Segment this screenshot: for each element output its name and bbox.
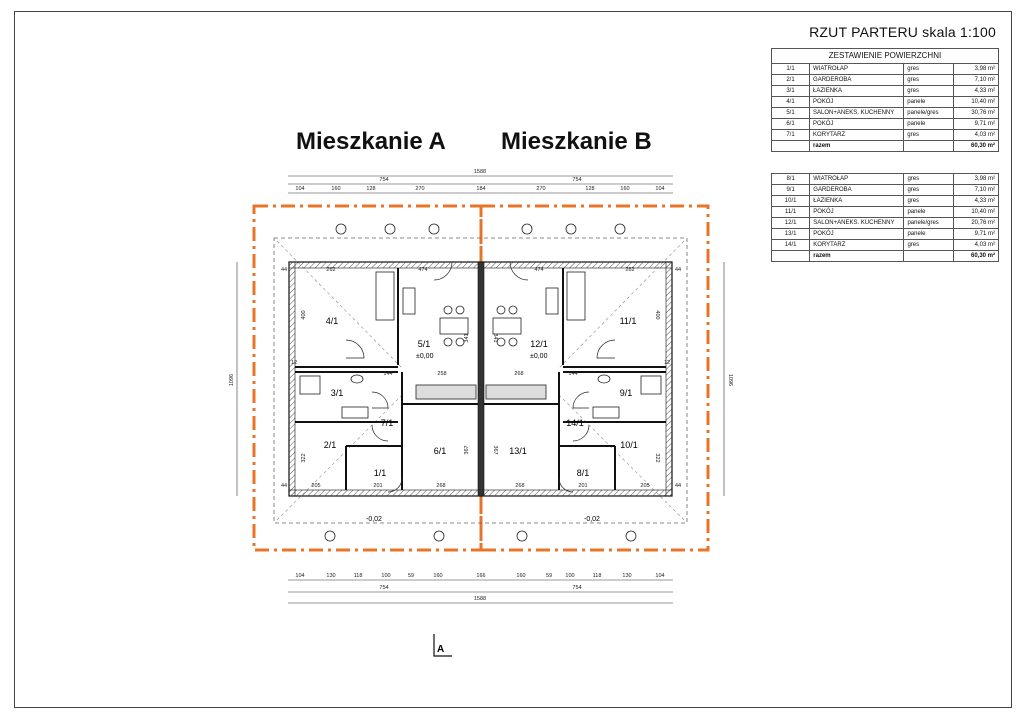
- area-cell-mat: panele: [904, 97, 954, 108]
- area-cell-no: 3/1: [772, 86, 810, 97]
- area-cell-name: WIATROŁAP: [810, 64, 904, 75]
- room-label: 5/1: [417, 339, 431, 349]
- area-cell-name: SALON+ANEKS. KUCHENNY: [810, 218, 904, 229]
- area-cell-mat: panele/gres: [904, 108, 954, 119]
- area-cell-no: 10/1: [772, 196, 810, 207]
- plan-title: RZUT PARTERU skala 1:100: [809, 24, 996, 40]
- dimension-text: 201: [578, 483, 588, 489]
- area-cell-name: POKÓJ: [810, 207, 904, 218]
- dimension-text: 118: [592, 573, 602, 579]
- area-cell-area: 9,71 m²: [953, 119, 998, 130]
- area-cell-area: 9,71 m²: [953, 229, 998, 240]
- area-cell-no: 7/1: [772, 130, 810, 141]
- dimension-text: 322: [301, 453, 307, 463]
- area-cell-area: 4,33 m²: [953, 196, 998, 207]
- dimension-text: 367: [492, 445, 498, 455]
- area-cell-area: 3,98 m²: [953, 64, 998, 75]
- level-mark: -0,02: [584, 516, 600, 523]
- section-mark-label: A: [437, 644, 445, 655]
- room-label: 10/1: [620, 440, 638, 450]
- room-label: 12/1: [530, 339, 548, 349]
- dimension-text: 268: [514, 371, 524, 377]
- room-label: 1/1: [373, 468, 387, 478]
- room-label: 8/1: [576, 468, 590, 478]
- area-cell-name: POKÓJ: [810, 229, 904, 240]
- area-cell-area: 4,03 m²: [953, 240, 998, 251]
- area-cell-no: 11/1: [772, 207, 810, 218]
- dimension-text: 166: [476, 573, 486, 579]
- dimension-text: 144: [568, 371, 578, 377]
- area-cell-name: GARDEROBA: [810, 185, 904, 196]
- dimension-text: 1588: [473, 596, 487, 602]
- dimension-text: 44: [280, 267, 288, 273]
- dimension-text: 130: [326, 573, 336, 579]
- room-label: 9/1: [619, 388, 633, 398]
- dimension-text: 118: [353, 573, 363, 579]
- area-cell-mat: gres: [904, 196, 953, 207]
- party-wall: [478, 262, 484, 496]
- room-label: 14/1: [566, 418, 584, 428]
- area-cell-no: 1/1: [772, 64, 810, 75]
- area-cell-name: ŁAZIENKA: [810, 196, 904, 207]
- dimension-text: 754: [572, 585, 582, 591]
- area-cell-no: 2/1: [772, 75, 810, 86]
- dimension-text: 1096: [229, 373, 235, 387]
- dimension-text: 160: [620, 186, 630, 192]
- dimension-text: 205: [640, 483, 650, 489]
- area-cell-name: WIATROŁAP: [810, 174, 904, 185]
- area-cell-mat: panele: [904, 119, 954, 130]
- area-cell-name: ŁAZIENKA: [810, 86, 904, 97]
- dimension-text: 100: [565, 573, 575, 579]
- dimension-text: 44: [674, 483, 682, 489]
- area-cell-area: 7,10 m²: [953, 75, 998, 86]
- area-cell-no: 5/1: [772, 108, 810, 119]
- dimension-text: 104: [655, 186, 665, 192]
- area-cell-no: 9/1: [772, 185, 810, 196]
- dimension-text: 12: [290, 360, 298, 366]
- dimension-text: 201: [373, 483, 383, 489]
- dimension-text: 59: [545, 573, 553, 579]
- dimension-text: 322: [654, 453, 660, 463]
- dimension-text: 1588: [473, 169, 487, 175]
- area-cell-mat: panele/gres: [904, 218, 953, 229]
- dimension-text: 160: [516, 573, 526, 579]
- area-cell-name: KORYTARZ: [810, 130, 904, 141]
- dimension-text: 128: [585, 186, 595, 192]
- dimension-text: 754: [379, 177, 389, 183]
- dimension-text: 367: [464, 445, 470, 455]
- area-cell-mat: panele: [904, 229, 953, 240]
- area-summary-title: ZESTAWIENIE POWIERZCHNI: [772, 49, 999, 64]
- dimension-text: 270: [415, 186, 425, 192]
- room-label: 11/1: [619, 316, 637, 326]
- dimension-text: 270: [536, 186, 546, 192]
- area-cell-mat: gres: [904, 174, 953, 185]
- area-cell-mat: gres: [904, 185, 953, 196]
- area-cell-mat: gres: [904, 75, 954, 86]
- area-cell-name: GARDEROBA: [810, 75, 904, 86]
- dimension-text: 474: [534, 267, 544, 273]
- area-cell-mat: panele: [904, 207, 953, 218]
- dimension-text: 400: [301, 310, 307, 320]
- dimension-text: 258: [437, 371, 447, 377]
- area-cell-area: 30,76 m²: [953, 108, 998, 119]
- area-cell-area: 4,03 m²: [953, 130, 998, 141]
- apartment-a-label: Mieszkanie A: [296, 128, 446, 155]
- level-mark: -0,02: [366, 516, 382, 523]
- dimension-text: 268: [515, 483, 525, 489]
- area-cell-area: 4,33 m²: [953, 86, 998, 97]
- area-cell-no: 4/1: [772, 97, 810, 108]
- dimension-text: 128: [366, 186, 376, 192]
- dimension-text: 205: [311, 483, 321, 489]
- dimension-text: 341: [464, 333, 470, 343]
- apartment-b-label: Mieszkanie B: [501, 128, 652, 155]
- area-cell-mat: gres: [904, 64, 954, 75]
- room-label: 4/1: [325, 316, 339, 326]
- area-cell-mat: gres: [904, 130, 954, 141]
- room-label: 6/1: [433, 446, 447, 456]
- area-cell-area: 10,40 m²: [953, 97, 998, 108]
- room-label: 13/1: [509, 446, 527, 456]
- dimension-text: 474: [418, 267, 428, 273]
- dimension-text: 44: [280, 483, 288, 489]
- area-cell-name: POKÓJ: [810, 119, 904, 130]
- dimension-text: 130: [622, 573, 632, 579]
- area-cell-area: 7,10 m²: [953, 185, 998, 196]
- dimension-text: 59: [407, 573, 415, 579]
- area-cell-name: SALON+ANEKS. KUCHENNY: [810, 108, 904, 119]
- area-cell-mat: gres: [904, 86, 954, 97]
- area-cell-name: POKÓJ: [810, 97, 904, 108]
- dimension-text: 160: [331, 186, 341, 192]
- dimension-text: 341: [492, 333, 498, 343]
- dimension-text: 12: [663, 360, 671, 366]
- area-cell-area: 20,76 m²: [953, 218, 998, 229]
- area-total-label: razem: [810, 141, 904, 152]
- dimension-text: 104: [295, 573, 305, 579]
- dimension-text: 754: [572, 177, 582, 183]
- area-total-label: razem: [810, 251, 904, 262]
- room-label: 2/1: [323, 440, 337, 450]
- room-label: 3/1: [330, 388, 344, 398]
- dimension-text: 754: [379, 585, 389, 591]
- area-total-value: 60,30 m²: [953, 251, 998, 262]
- area-cell-no: 12/1: [772, 218, 810, 229]
- dimension-text: 104: [295, 186, 305, 192]
- dimension-text: 160: [433, 573, 443, 579]
- dimension-text: 104: [655, 573, 665, 579]
- room-label: 7/1: [380, 418, 394, 428]
- area-cell-no: 13/1: [772, 229, 810, 240]
- area-cell-no: 6/1: [772, 119, 810, 130]
- dimension-text: 1096: [727, 373, 733, 387]
- dimension-text: 144: [383, 371, 393, 377]
- dimension-text: 184: [476, 186, 486, 192]
- dimension-text: 262: [326, 267, 336, 273]
- dimension-text: 400: [654, 310, 660, 320]
- apartment-b-boundary: [481, 206, 708, 550]
- dimension-text: 44: [674, 267, 682, 273]
- area-cell-mat: gres: [904, 240, 953, 251]
- level-mark: ±0,00: [416, 353, 434, 360]
- level-mark: ±0,00: [530, 353, 548, 360]
- apartment-a-boundary: [254, 206, 481, 550]
- area-cell-name: KORYTARZ: [810, 240, 904, 251]
- area-total-value: 60,30 m²: [953, 141, 998, 152]
- area-cell-no: 8/1: [772, 174, 810, 185]
- area-cell-no: 14/1: [772, 240, 810, 251]
- dimension-text: 262: [625, 267, 635, 273]
- area-cell-area: 10,40 m²: [953, 207, 998, 218]
- area-cell-area: 3,98 m²: [953, 174, 998, 185]
- dimension-text: 268: [436, 483, 446, 489]
- dimension-text: 100: [381, 573, 391, 579]
